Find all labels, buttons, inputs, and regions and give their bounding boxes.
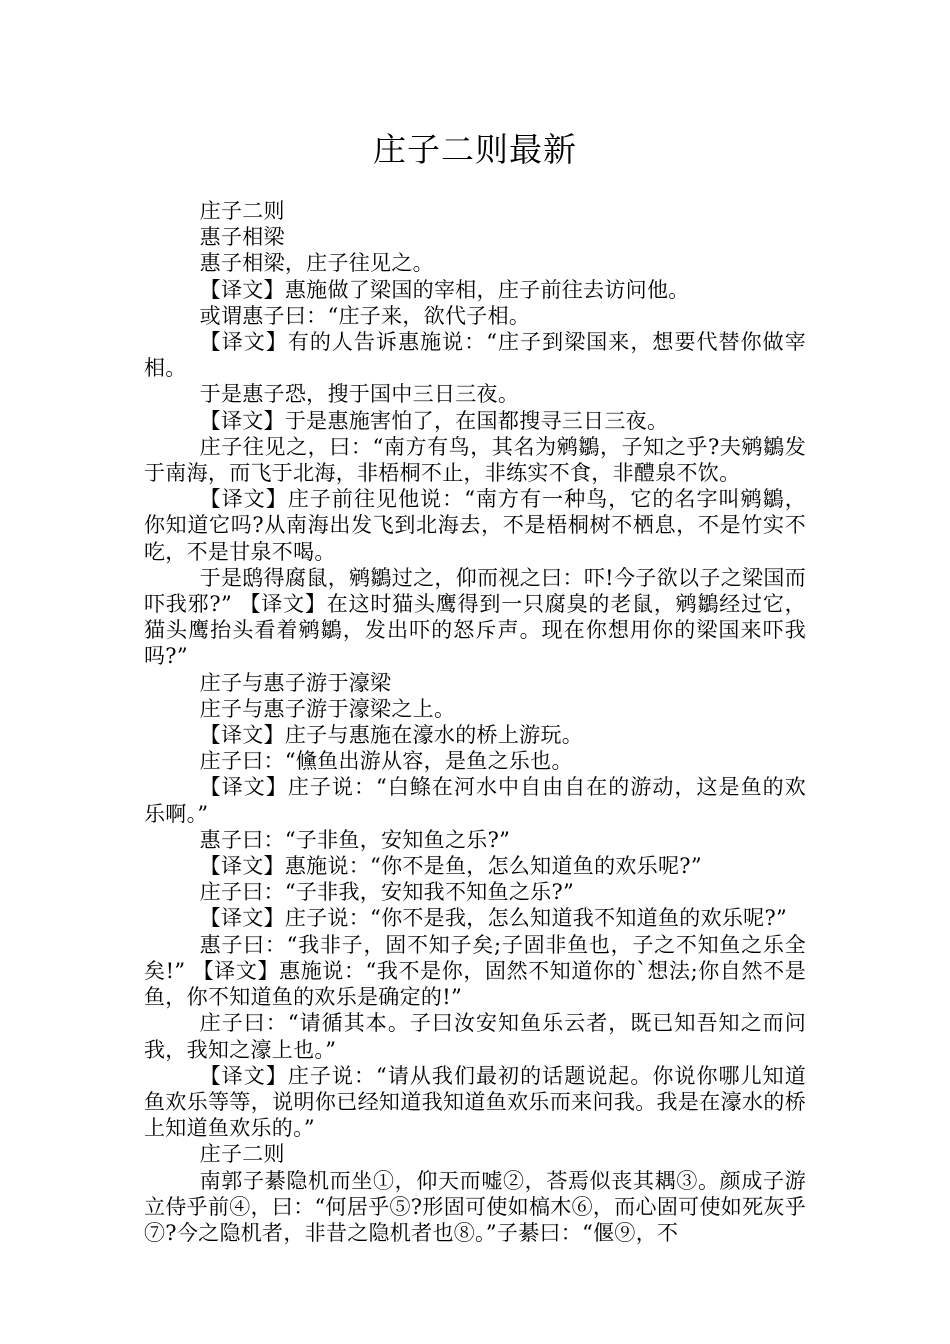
paragraph: 庄子与惠子游于濠梁	[199, 670, 392, 695]
paragraph: 庄子二则	[199, 199, 285, 223]
paragraph: 【译文】庄子说：“请从我们最初的话题说起。你说你哪儿知道鱼欢乐等等，说明你已经知道我知道鱼欢乐而来问我。我是在濠水的桥上知道鱼欢乐的。”	[144, 1063, 806, 1141]
paragraph: 庄子曰：“请循其本。子曰汝安知鱼乐云者，既已知吾知之而问我，我知之濠上也。”	[144, 1011, 806, 1062]
paragraph: 庄子与惠子游于濠梁之上。	[199, 696, 456, 721]
paragraph: 庄子往见之，曰：“南方有鸟，其名为鹓鶵，子知之乎?夫鹓鶵发于南海，而飞于北海，非梧桐不止，非练实不食，非醴泉不饮。	[144, 434, 806, 486]
document-body	[144, 198, 806, 1246]
paragraph: 惠子曰：“子非鱼，安知鱼之乐?”	[199, 827, 511, 852]
paragraph: 【译文】庄子说：“白鲦在河水中自由自在的游动，这是鱼的欢乐啊。”	[144, 775, 806, 826]
paragraph: 【译文】庄子前往见他说：“南方有一种鸟，它的名字叫鹓鶵，你知道它吗?从南海出发飞到北海去，不是梧桐树不栖息，不是竹实不吃，不是甘泉不喝。	[144, 487, 806, 564]
paragraph: 于是惠子恐，搜于国中三日三夜。	[199, 382, 520, 407]
paragraph: 【译文】庄子说：“你不是我，怎么知道我不知道鱼的欢乐呢?”	[199, 906, 788, 931]
paragraph: 【译文】有的人告诉惠施说：“庄子到梁国来，想要代替你做宰相。	[144, 330, 806, 381]
paragraph: 惠子相梁，庄子往见之。	[199, 251, 434, 276]
paragraph: 惠子相梁	[199, 225, 285, 250]
paragraph: 【译文】于是惠施害怕了，在国都搜寻三日三夜。	[199, 408, 669, 433]
paragraph: 庄子二则	[199, 1142, 285, 1167]
paragraph: 于是鸱得腐鼠，鹓鶵过之，仰而视之曰：吓!今子欲以子之梁国而吓我邪?” 【译文】在这时猫头鹰得到一只腐臭的老鼠，鹓鶵经过它，猫头鹰抬头看着鹓鶵，发出吓的怒斥声。现在你想用你的梁国来吓我吗?”	[144, 565, 806, 669]
paragraph: 【译文】庄子与惠施在濠水的桥上游玩。	[199, 723, 584, 748]
paragraph: 庄子曰：“子非我，安知我不知鱼之乐?”	[199, 880, 575, 905]
paragraph: 南郭子綦隐机而坐①，仰天而嘘②，荅焉似丧其耦③。颜成子游立侍乎前④，曰：“何居乎⑤?形固可使如槁木⑥，而心固可使如死灰乎⑦?今之隐机者，非昔之隐机者也⑧。”子綦曰：“偃⑨，不	[144, 1168, 806, 1245]
paragraph: 惠子曰：“我非子，固不知子矣;子固非鱼也，子之不知鱼之乐全矣!” 【译文】惠施说：“我不是你，固然不知道你的`想法;你自然不是鱼，你不知道鱼的欢乐是确定的!”	[144, 932, 806, 1010]
paragraph: 或谓惠子曰：“庄子来，欲代子相。	[199, 303, 531, 328]
paragraph: 【译文】惠施做了梁国的宰相，庄子前往去访问他。	[199, 277, 690, 302]
document-title: 庄子二则最新	[373, 130, 577, 169]
paragraph: 【译文】惠施说：“你不是鱼，怎么知道鱼的欢乐呢?”	[199, 854, 702, 879]
paragraph: 庄子曰：“儵鱼出游从容，是鱼之乐也。	[199, 749, 573, 774]
